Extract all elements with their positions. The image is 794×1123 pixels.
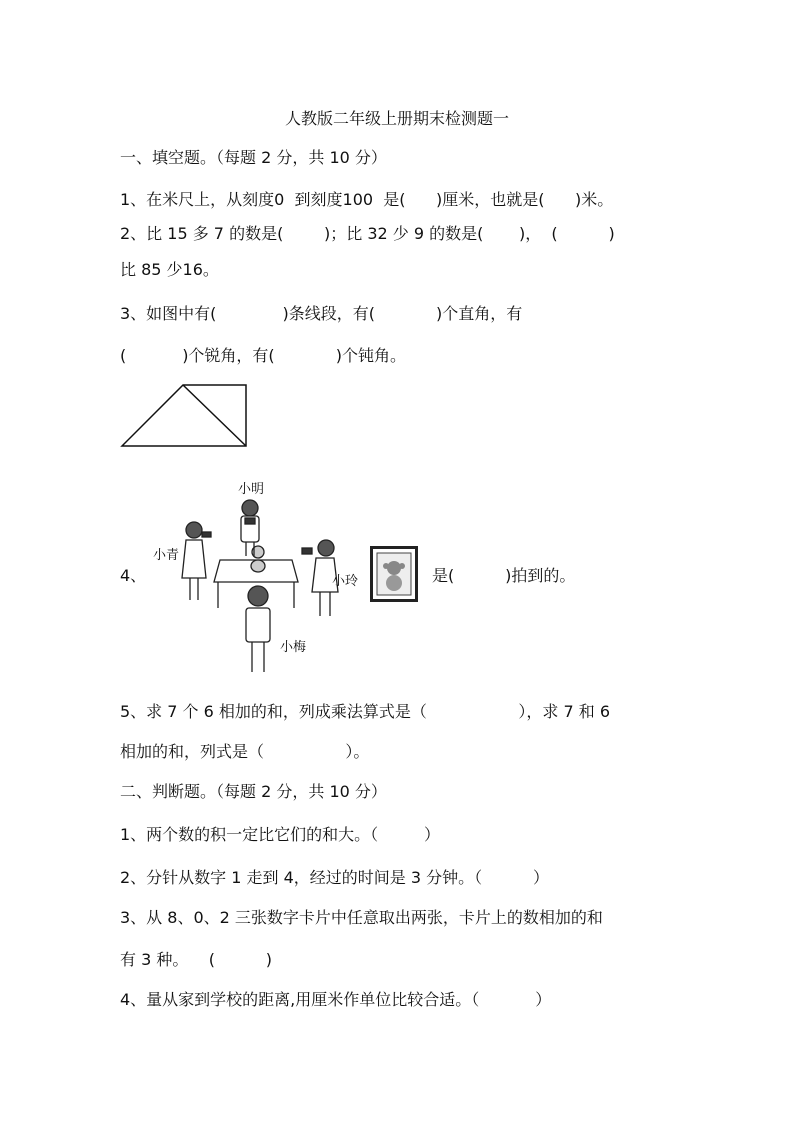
question-1-5-line1: 5、求 7 个 6 相加的和，列成乘法算式是（ ），求 7 和 6 xyxy=(120,702,611,721)
question-2-3-line2: 有 3 种。 ( ) xyxy=(120,950,273,969)
question-2-3-line1: 3、从 8、0、2 三张数字卡片中任意取出两张，卡片上的数相加的和 xyxy=(120,908,603,927)
child-label-xiaoming: 小明 xyxy=(238,482,265,497)
children-photographing-illustration xyxy=(180,496,340,676)
right-triangle-figure xyxy=(120,383,250,448)
question-1-4-number: 4、 xyxy=(120,566,147,585)
question-1-2-line1: 2、比 15 多 7 的数是( )；比 32 少 9 的数是( )， ( ) xyxy=(120,224,615,243)
question-2-1: 1、两个数的积一定比它们的和大。（ ） xyxy=(120,825,440,844)
question-1-4-text: 是( )拍到的。 xyxy=(432,566,576,585)
question-1-2-line2: 比 85 少16。 xyxy=(120,260,219,279)
section-2-heading: 二、判断题。（每题 2 分，共 10 分） xyxy=(120,782,387,801)
question-1-3-line1: 3、如图中有( )条线段，有( )个直角，有 xyxy=(120,304,523,323)
question-2-2: 2、分针从数字 1 走到 4，经过的时间是 3 分钟。（ ） xyxy=(120,868,550,887)
child-label-xiaoqing: 小青 xyxy=(153,548,180,563)
child-label-xiaomei: 小梅 xyxy=(280,640,307,655)
framed-toy-photo xyxy=(370,546,418,602)
question-1-1: 1、在米尺上，从刻度0 到刻度100 是( )厘米，也就是( )米。 xyxy=(120,190,614,209)
page-title: 人教版二年级上册期末检测题一 xyxy=(284,109,509,128)
question-1-3-line2: ( )个锐角，有( )个钝角。 xyxy=(120,346,406,365)
question-2-4: 4、量从家到学校的距离,用厘米作单位比较合适。（ ） xyxy=(120,990,552,1009)
child-label-xiaoling: 小玲 xyxy=(332,574,359,589)
section-1-heading: 一、填空题。（每题 2 分，共 10 分） xyxy=(120,148,387,167)
question-1-5-line2: 相加的和，列式是（ ）。 xyxy=(120,742,370,761)
